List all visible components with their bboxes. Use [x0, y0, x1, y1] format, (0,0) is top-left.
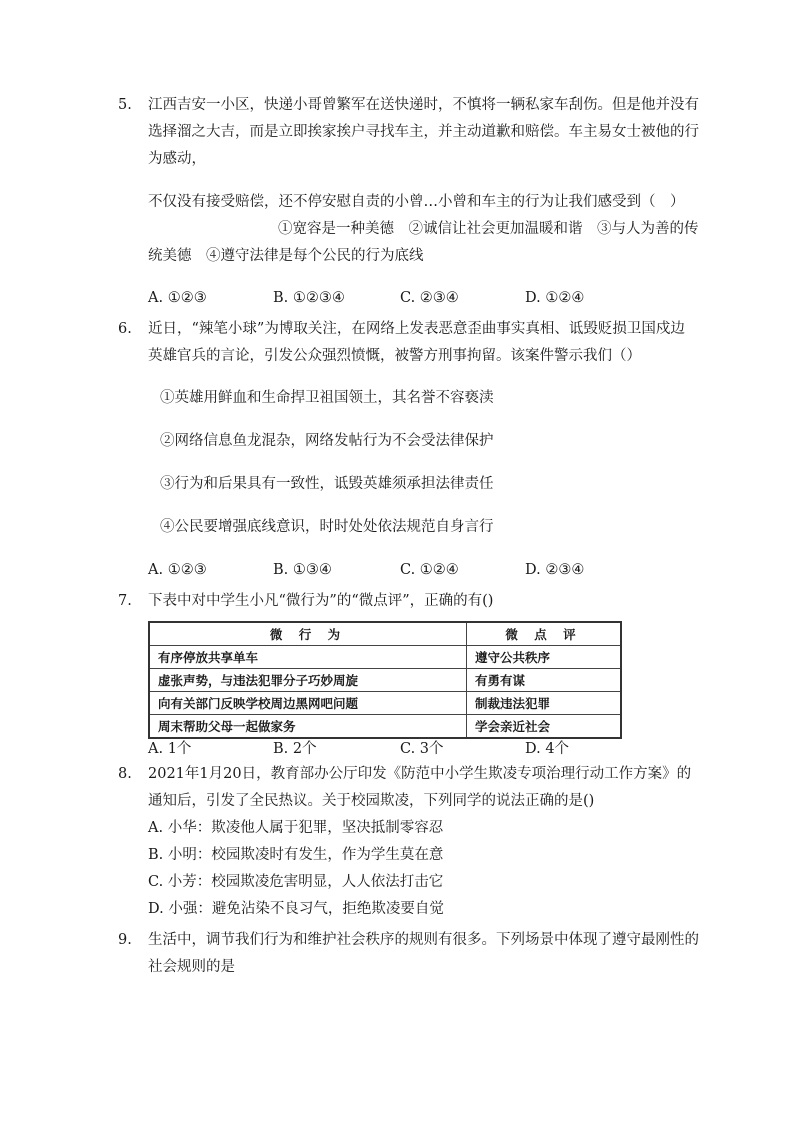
- option-a[interactable]: A. ①②③: [148, 290, 207, 306]
- question-8: [118, 761, 692, 923]
- statement-line: ②网络信息鱼龙混杂，网络发帖行为不会受法律保护: [160, 433, 494, 449]
- question-7-options: [118, 737, 678, 761]
- question-6-options: [118, 562, 678, 586]
- question-text-line: 社会规则的是: [148, 959, 235, 975]
- option-a[interactable]: A. 1个: [148, 741, 192, 757]
- table-row: [149, 669, 621, 692]
- question-5-continued: [118, 189, 699, 270]
- option-d[interactable]: D. ①②④: [525, 290, 585, 306]
- option-a[interactable]: A. ①②③: [148, 562, 207, 578]
- question-number: 9.: [118, 932, 132, 948]
- table-cell: 学会亲近社会: [467, 715, 622, 739]
- option-b[interactable]: B. 2个: [273, 741, 317, 757]
- question-number: 5.: [118, 97, 132, 113]
- option-c[interactable]: C. 3个: [400, 741, 444, 757]
- table-cell: 向有关部门反映学校周边黑网吧问题: [149, 692, 467, 715]
- statement-line: 统美德 ④遵守法律是每个公民的行为底线: [148, 248, 424, 264]
- question-5-options: [118, 290, 678, 314]
- question-6-statement-1: [118, 385, 678, 412]
- choice-c[interactable]: C. 小芳：校园欺凌危害明显，人人依法打击它: [148, 874, 444, 890]
- question-6-statement-4: [118, 514, 678, 541]
- question-6-statement-2: [118, 428, 678, 455]
- option-d[interactable]: D. 4个: [525, 741, 570, 757]
- table-cell: 有勇有谋: [467, 669, 622, 692]
- option-c[interactable]: C. ①②④: [400, 562, 459, 578]
- question-text-line: 江西吉安一小区，快递小哥曾繁军在送快递时，不慎将一辆私家车刮伤。但是他并没有: [148, 97, 699, 113]
- statement-line: ①英雄用鲜血和生命捍卫祖国领土，其名誉不容亵渎: [160, 390, 494, 406]
- option-c[interactable]: C. ②③④: [400, 290, 459, 306]
- question-number: 7.: [118, 593, 132, 609]
- table-cell: 虚张声势，与违法犯罪分子巧妙周旋: [149, 669, 467, 692]
- option-b[interactable]: B. ①③④: [273, 562, 332, 578]
- statement-line: ①宽容是一种美德 ②诚信让社会更加温暖和谐 ③与人为善的传: [278, 221, 699, 237]
- choice-d[interactable]: D. 小强：避免沾染不良习气，拒绝欺凌要自觉: [148, 901, 444, 917]
- question-text-line: 2021年1月20日，教育部办公厅印发《防范中小学生欺凌专项治理行动工作方案》的: [148, 766, 692, 782]
- question-text-line: 下表中对中学生小凡“微行为”的“微点评”，正确的有(): [148, 593, 494, 609]
- question-text-line: 不仅没有接受赔偿，还不停安慰自责的小曾…小曾和车主的行为让我们感受到（ ）: [148, 194, 685, 210]
- table-cell: 有序停放共享单车: [149, 646, 467, 669]
- question-number: 6.: [118, 321, 132, 337]
- question-text-line: 通知后，引发了全民热议。关于校园欺凌，下列同学的说法正确的是(): [148, 793, 595, 809]
- column-header: 微 行 为: [149, 622, 467, 646]
- column-header: 微 点 评: [467, 622, 622, 646]
- micro-behavior-table: [148, 621, 622, 739]
- question-text-line: 选择溜之大吉，而是立即挨家挨户寻找车主，并主动道歉和赔偿。车主易女士被他的行: [148, 124, 699, 140]
- table-row: [149, 646, 621, 669]
- table-header-row: [149, 622, 621, 646]
- table-cell: 遵守公共秩序: [467, 646, 622, 669]
- question-6-statement-3: [118, 471, 678, 498]
- question-5: [118, 92, 699, 173]
- question-text-line: 英雄官兵的言论，引发公众强烈愤慨，被警方刑事拘留。该案件警示我们（）: [148, 348, 641, 364]
- table-row: [149, 692, 621, 715]
- question-text-line: 近日，“辣笔小球”为博取关注，在网络上发表恶意歪曲事实真相、诋毁贬损卫国戍边: [148, 321, 685, 337]
- table-cell: 制裁违法犯罪: [467, 692, 622, 715]
- table-row: [149, 715, 621, 739]
- choice-a[interactable]: A. 小华：欺凌他人属于犯罪，坚决抵制零容忍: [148, 820, 444, 836]
- question-text-line: 为感动，: [148, 151, 206, 167]
- statement-line: ③行为和后果具有一致性，诋毁英雄须承担法律责任: [160, 476, 494, 492]
- question-6: [118, 316, 685, 370]
- question-text-line: 生活中，调节我们行为和维护社会秩序的规则有很多。下列场景中体现了遵守最刚性的: [148, 932, 699, 948]
- question-9: [118, 927, 699, 981]
- question-number: 8.: [118, 766, 132, 782]
- option-d[interactable]: D. ②③④: [525, 562, 585, 578]
- question-7: [118, 588, 678, 739]
- option-b[interactable]: B. ①②③④: [273, 290, 345, 306]
- statement-line: ④公民要增强底线意识，时时处处依法规范自身言行: [160, 519, 494, 535]
- table-cell: 周末帮助父母一起做家务: [149, 715, 467, 739]
- choice-b[interactable]: B. 小明：校园欺凌时有发生，作为学生莫在意: [148, 847, 444, 863]
